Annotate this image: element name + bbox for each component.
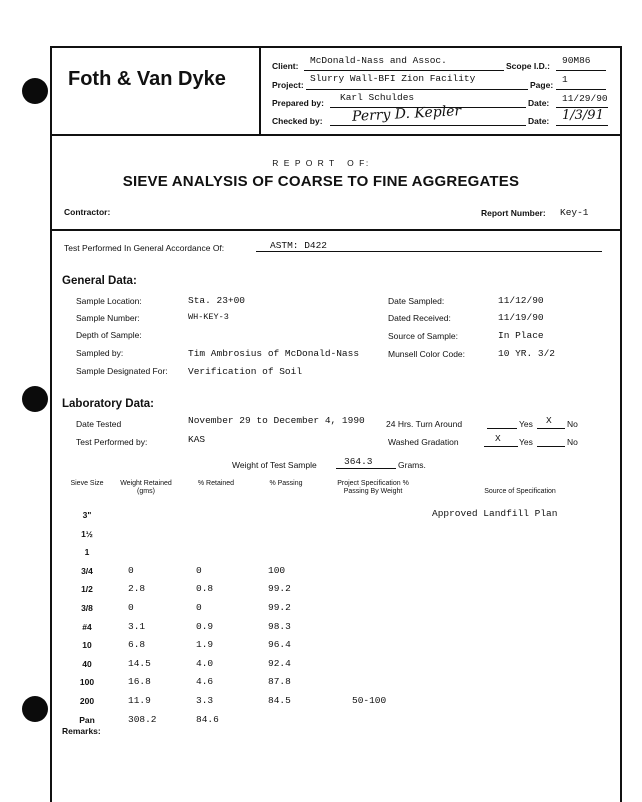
turn-around-label: 24 Hrs. Turn Around	[386, 419, 463, 429]
cell-weight: 3.1	[128, 620, 146, 632]
punch-hole-middle	[22, 386, 48, 412]
cell-passing: 92.4	[268, 657, 291, 669]
col-header-retained: % Retained	[197, 480, 235, 487]
weight-sample-value: 364.3	[344, 456, 373, 467]
cell-passing: 84.5	[268, 695, 291, 706]
col-header-spec: Project Specification % Passing By Weight	[337, 480, 409, 495]
washed-no-label: No	[567, 437, 578, 447]
dated-received-label: Dated Received:	[388, 313, 451, 323]
contractor-label: Contractor:	[64, 207, 111, 217]
washed-yes-label: Yes	[519, 437, 533, 447]
cell-weight: 308.2	[128, 713, 157, 725]
cell-sieve: #4	[82, 621, 92, 632]
date-sampled-label: Date Sampled:	[388, 296, 445, 306]
report-number-label: Report Number:	[481, 208, 546, 218]
cell-sieve: 200	[79, 696, 95, 706]
washed-yes-mark: X	[495, 433, 501, 444]
laboratory-data-heading: Laboratory Data:	[62, 398, 155, 410]
date-tested-value: November 29 to December 4, 1990	[188, 415, 365, 426]
cell-retained: 0.8	[196, 583, 214, 595]
cell-passing: 96.4	[268, 639, 291, 651]
cell-retained: 84.6	[196, 713, 219, 725]
client-label: Client:	[272, 61, 299, 71]
sample-location-label: Sample Location:	[76, 296, 142, 306]
test-accordance-value: ASTM: D422	[270, 240, 328, 251]
cell-passing: 99.2	[268, 583, 291, 595]
date-tested-label: Date Tested	[76, 419, 122, 429]
cell-retained: 0	[196, 564, 202, 576]
sample-number-value: WH-KEY-3	[188, 312, 229, 322]
col-header-passing: % Passing	[269, 480, 303, 487]
report-number-value: Key-1	[560, 207, 589, 218]
scope-label: Scope I.D.:	[506, 61, 550, 71]
cell-passing: 100	[268, 564, 286, 576]
source-value: In Place	[498, 330, 544, 341]
cell-retained: 0	[196, 602, 202, 613]
test-accordance-label: Test Performed In General Accordance Of:	[64, 243, 225, 253]
general-data-heading: General Data:	[62, 275, 137, 287]
remarks-label: Remarks:	[62, 726, 101, 736]
cell-retained: 1.9	[196, 639, 214, 651]
designated-label: Sample Designated For:	[76, 366, 168, 376]
cell-weight: 16.8	[128, 676, 151, 688]
cell-passing: 99.2	[268, 602, 291, 613]
cell-weight: 14.5	[128, 657, 151, 669]
punch-hole-bottom	[22, 696, 48, 722]
prepared-date-label: Date:	[528, 98, 550, 108]
prepared-label: Prepared by:	[272, 98, 324, 108]
sample-number-label: Sample Number:	[76, 313, 140, 323]
turn-no-mark: X	[546, 415, 552, 426]
punch-hole-top	[22, 78, 48, 104]
munsell-value: 10 YR. 3/2	[498, 348, 556, 359]
cell-passing: 87.8	[268, 676, 291, 688]
client-value: McDonald-Nass and Assoc.	[310, 55, 447, 66]
date-sampled-value: 11/12/90	[498, 295, 544, 306]
washed-label: Washed Gradation	[388, 437, 459, 447]
weight-sample-unit: Grams.	[398, 460, 426, 470]
report-title: SIEVE ANALYSIS OF COARSE TO FINE AGGREGATES	[122, 173, 520, 190]
page-value: 1	[562, 74, 568, 85]
company-name: Foth & Van Dyke	[68, 68, 226, 90]
cell-weight: 2.8	[128, 583, 146, 595]
cell-sieve: 1½	[81, 528, 93, 539]
project-value: Slurry Wall-BFI Zion Facility	[310, 73, 476, 84]
cell-sieve: 1/2	[81, 584, 93, 595]
performed-by-label: Test Performed by:	[76, 437, 148, 447]
spec-source-value: Approved Landfill Plan	[432, 508, 558, 519]
sample-location-value: Sta. 23+00	[188, 295, 246, 306]
cell-sieve: 3/4	[81, 565, 93, 576]
cell-sieve: 3"	[82, 510, 92, 520]
header-divider	[259, 46, 261, 134]
checked-label: Checked by:	[272, 116, 323, 126]
designated-value: Verification of Soil	[188, 366, 303, 377]
cell-weight: 0	[128, 602, 134, 613]
cell-weight: 0	[128, 564, 134, 576]
dated-received-value: 11/19/90	[498, 312, 544, 323]
cell-retained: 4.0	[196, 657, 214, 669]
cell-sieve: 1	[84, 547, 90, 558]
cell-passing: 98.3	[268, 620, 291, 632]
cell-sieve: Pan	[79, 714, 95, 725]
checked-date-label: Date:	[528, 116, 550, 126]
munsell-label: Munsell Color Code:	[388, 349, 466, 359]
cell-retained: 0.9	[196, 620, 214, 632]
turn-no-label: No	[567, 419, 578, 429]
cell-sieve: 3/8	[81, 603, 93, 613]
scope-value: 90M86	[562, 55, 591, 66]
cell-sieve: 100	[79, 677, 95, 688]
report-of: R E P O R T O F:	[272, 158, 370, 168]
turn-yes-label: Yes	[519, 419, 533, 429]
cell-retained: 4.6	[196, 676, 214, 688]
sampled-by-value: Tim Ambrosius of McDonald-Nass	[188, 348, 360, 359]
source-label: Source of Sample:	[388, 331, 458, 341]
cell-retained: 3.3	[196, 695, 214, 706]
header-bottom-rule	[50, 134, 620, 136]
col-header-sieve: Sieve Size	[70, 480, 104, 487]
cell-weight: 6.8	[128, 639, 146, 651]
performed-by-value: KAS	[188, 434, 206, 445]
col-header-weight: Weight Retained (gms)	[120, 480, 172, 495]
weight-sample-label: Weight of Test Sample	[232, 460, 317, 470]
cell-sieve: 10	[82, 640, 92, 651]
depth-label: Depth of Sample:	[76, 330, 142, 340]
checked-date-value: 1/3/91	[562, 108, 604, 123]
cell-weight: 11.9	[128, 695, 151, 706]
cell-sieve: 40	[82, 658, 92, 669]
sampled-by-label: Sampled by:	[76, 348, 124, 358]
project-label: Project:	[272, 80, 304, 90]
report-title-rule	[50, 229, 620, 231]
page-label: Page:	[530, 80, 554, 90]
cell-spec: 50-100	[352, 695, 387, 706]
prepared-value: Karl Schuldes	[340, 92, 415, 103]
checked-signature: Perry D. Kepler	[351, 103, 462, 125]
col-header-source: Source of Specification	[484, 488, 556, 495]
prepared-date-value: 11/29/90	[562, 93, 608, 104]
